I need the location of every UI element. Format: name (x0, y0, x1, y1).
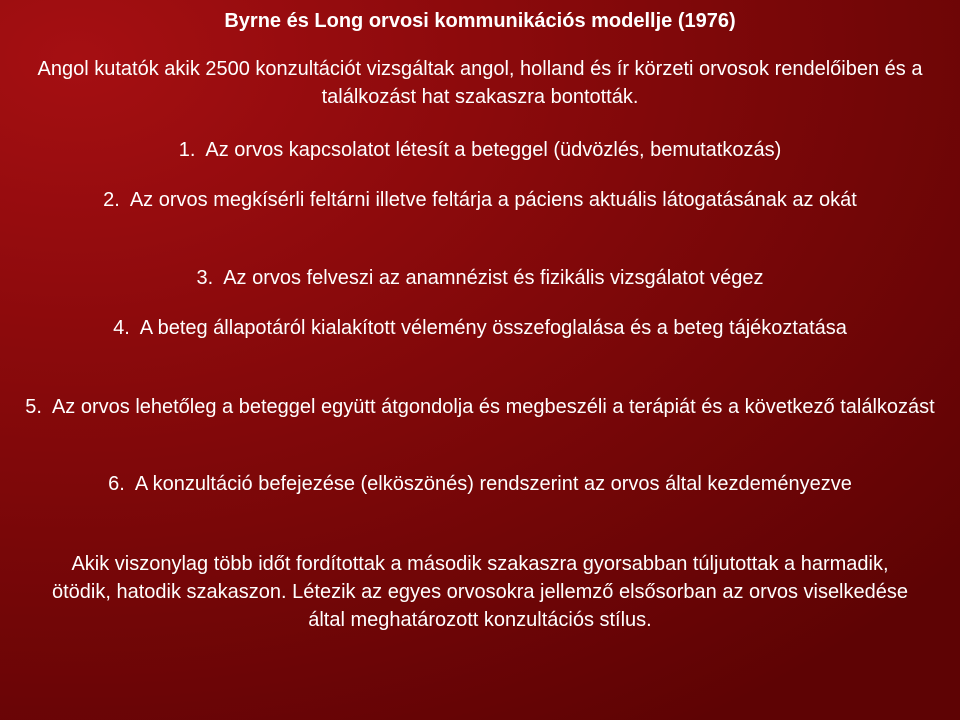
stage-number: 1. (178, 139, 196, 161)
stage-number: 6. (108, 473, 125, 495)
stage-number: 4. (113, 317, 130, 339)
slide-title: Byrne és Long orvosi kommunikációs modellje (1976) (224, 10, 736, 32)
stage-text: Az orvos kapcsolatot létesít a beteggel (üdvözlés, bemutatkozás) (205, 139, 782, 161)
stage-item-1 (0, 136, 960, 164)
intro-paragraph: Angol kutatók akik 2500 konzultációt vizsgáltak angol, holland és ír körzeti orvosok rendelőiben és a találkozást hat szakaszra bontották. (37, 58, 923, 108)
stage-text: Az orvos felveszi az anamnézist és fizikális vizsgálatot végez (223, 267, 764, 289)
stage-item-3 (0, 264, 960, 292)
stage-item-2 (10, 186, 950, 214)
stage-number: 2. (103, 189, 120, 211)
stage-item-5 (10, 393, 950, 421)
stage-number: 3. (196, 267, 214, 289)
stage-item-6 (40, 470, 920, 498)
stage-number: 5. (25, 396, 42, 418)
conclusion-paragraph: Akik viszonylag több időt fordítottak a második szakaszra gyorsabban túljutottak a harmadik, ötödik, hatodik szakaszon. Létezik az egyes orvosokra jellemző elsősorban az orvos viselkedése által meghatározott konzultációs stílus. (52, 553, 908, 631)
stage-text: Az orvos megkísérli feltárni illetve feltárja a páciens aktuális látogatásának az okát (129, 189, 857, 211)
stage-text: Az orvos lehetőleg a beteggel együtt átgondolja és megbeszéli a terápiát és a következő találkozást (51, 396, 935, 418)
stage-text: A konzultáció befejezése (elköszönés) rendszerint az orvos által kezdeményezve (134, 473, 852, 495)
stage-text: A beteg állapotáról kialakított vélemény összefoglalása és a beteg tájékoztatása (139, 317, 847, 339)
stage-item-4 (40, 314, 920, 342)
